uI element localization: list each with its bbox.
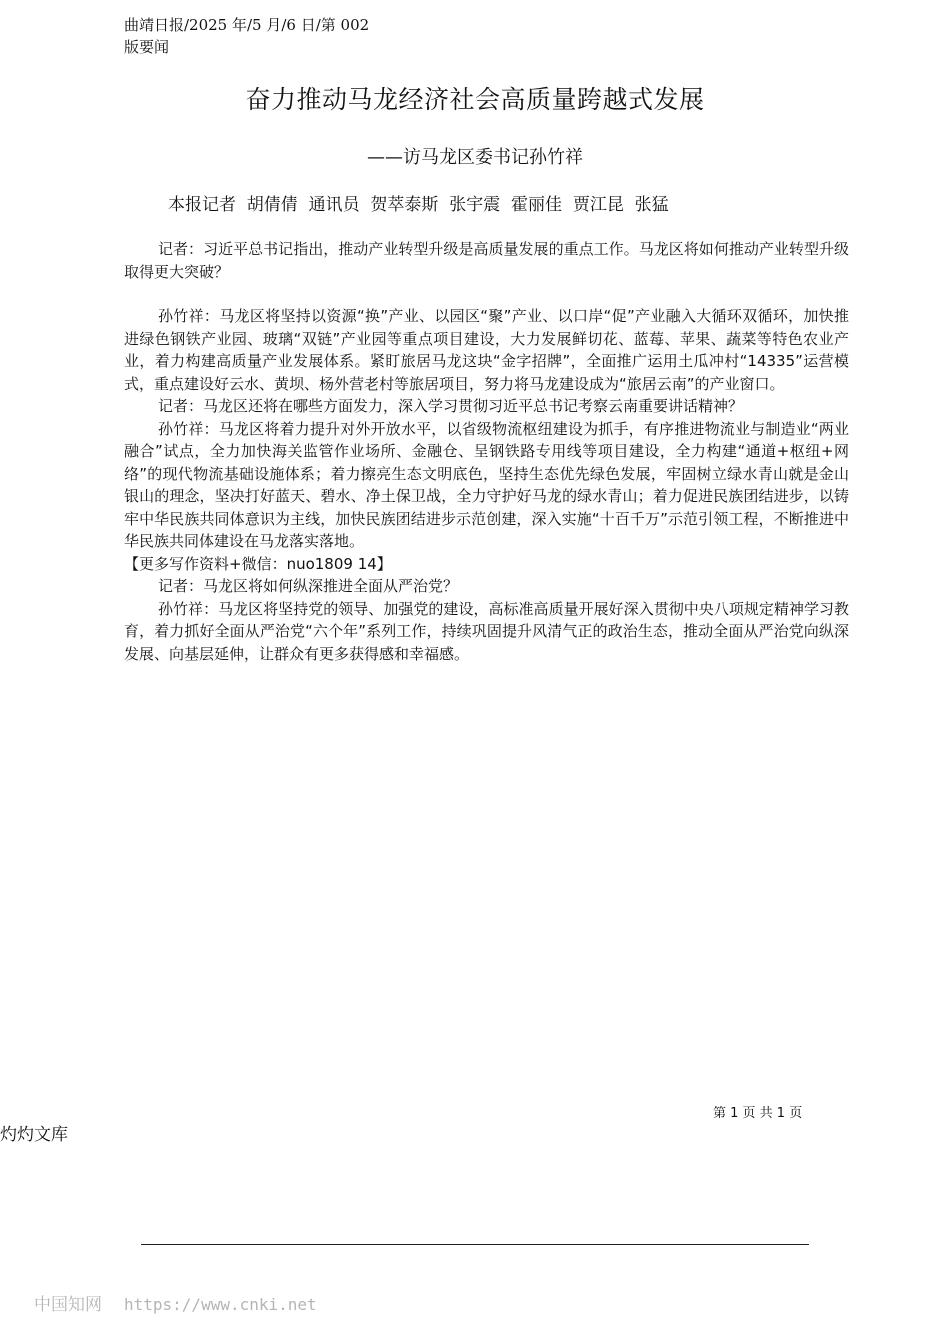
cnki-url-link[interactable]: https://www.cnki.net — [124, 1295, 317, 1314]
paragraph-question-1: 记者：习近平总书记指出，推动产业转型升级是高质量发展的重点工作。马龙区将如何推动产业转型升级取得更大突破？ — [124, 240, 849, 281]
paragraph-question-2: 记者：马龙区还将在哪些方面发力，深入学习贯彻习近平总书记考察云南重要讲话精神？ — [158, 397, 744, 415]
paragraph-answer-2: 孙竹祥：马龙区将着力提升对外开放水平，以省级物流枢纽建设为抓手，有序推进物流业与制造业“两业融合”试点，全力加快海关监管作业场所、金融仓、呈钢铁路专用线等项目建设，全力构建“通道+枢纽+网络”的现代物流基础设施体系；着力擦亮生态文明底色，坚持生态优先绿色发展，牢固树立绿水青山就是金山银山的理念，坚决打好蓝天、碧水、净土保卫战，全力守护好马龙的绿水青山；着力促进民族团结进步，以铸牢中华民族共同体意识为主线，加快民族团结进步示范创建，深入实施“十百千万”示范引领工程，不断推进中华民族共同体建设在马龙落实落地。 — [124, 419, 849, 550]
watermark-text: 灼灼文库 — [0, 1125, 68, 1145]
article-body — [124, 238, 849, 665]
paragraph-answer-3: 孙竹祥：马龙区将坚持党的领导、加强党的建设，高标准高质量开展好深入贯彻中央八项规定精神学习教育，着力抓好全面从严治党“六个年”系列工作，持续巩固提升风清气正的政治生态，推动全面从严治党向纵深发展、向基层延伸，让群众有更多获得感和幸福感。 — [124, 599, 849, 663]
article-subtitle: ——访马龙区委书记孙竹祥 — [367, 147, 583, 168]
article-title: 奋力推动马龙经济社会高质量跨越式发展 — [245, 85, 705, 114]
cnki-logo: 中国知网 — [34, 1295, 102, 1315]
cnki-footer — [34, 1292, 317, 1318]
paragraph-answer-1: 孙竹祥：马龙区将坚持以资源“换”产业、以园区“聚”产业、以口岸“促”产业融入大循环双循环，加快推进绿色钢铁产业园、玻璃“双链”产业园等重点项目建设，大力发展鲜切花、蓝莓、苹果、蔬菜等特色农业产业，着力构建高质量产业发展体系。紧盯旅居马龙这块“金字招牌”，全面推广运用土瓜冲村“14335”运营模式，重点建设好云水、黄坝、杨外营老村等旅居项目，努力将马龙建设成为“旅居云南”的产业窗口。 — [124, 307, 849, 393]
footer-divider — [141, 1244, 809, 1245]
source-line: 曲靖日报/2025 年/5 月/6 日/第 002 — [124, 16, 370, 34]
article-byline: 本报记者 胡倩倩 通讯员 贺萃泰斯 张宇震 霍丽佳 贾江昆 张猛 — [168, 195, 669, 215]
section-label: 版要闻 — [124, 38, 170, 56]
page-number: 第 1 页 共 1 页 — [713, 1106, 803, 1121]
promo-note: 【更多写作资料+微信：nuo1809 14】 — [124, 554, 392, 573]
source-header — [124, 14, 369, 58]
paragraph-question-3: 记者：马龙区将如何纵深推进全面从严治党？ — [158, 577, 459, 595]
